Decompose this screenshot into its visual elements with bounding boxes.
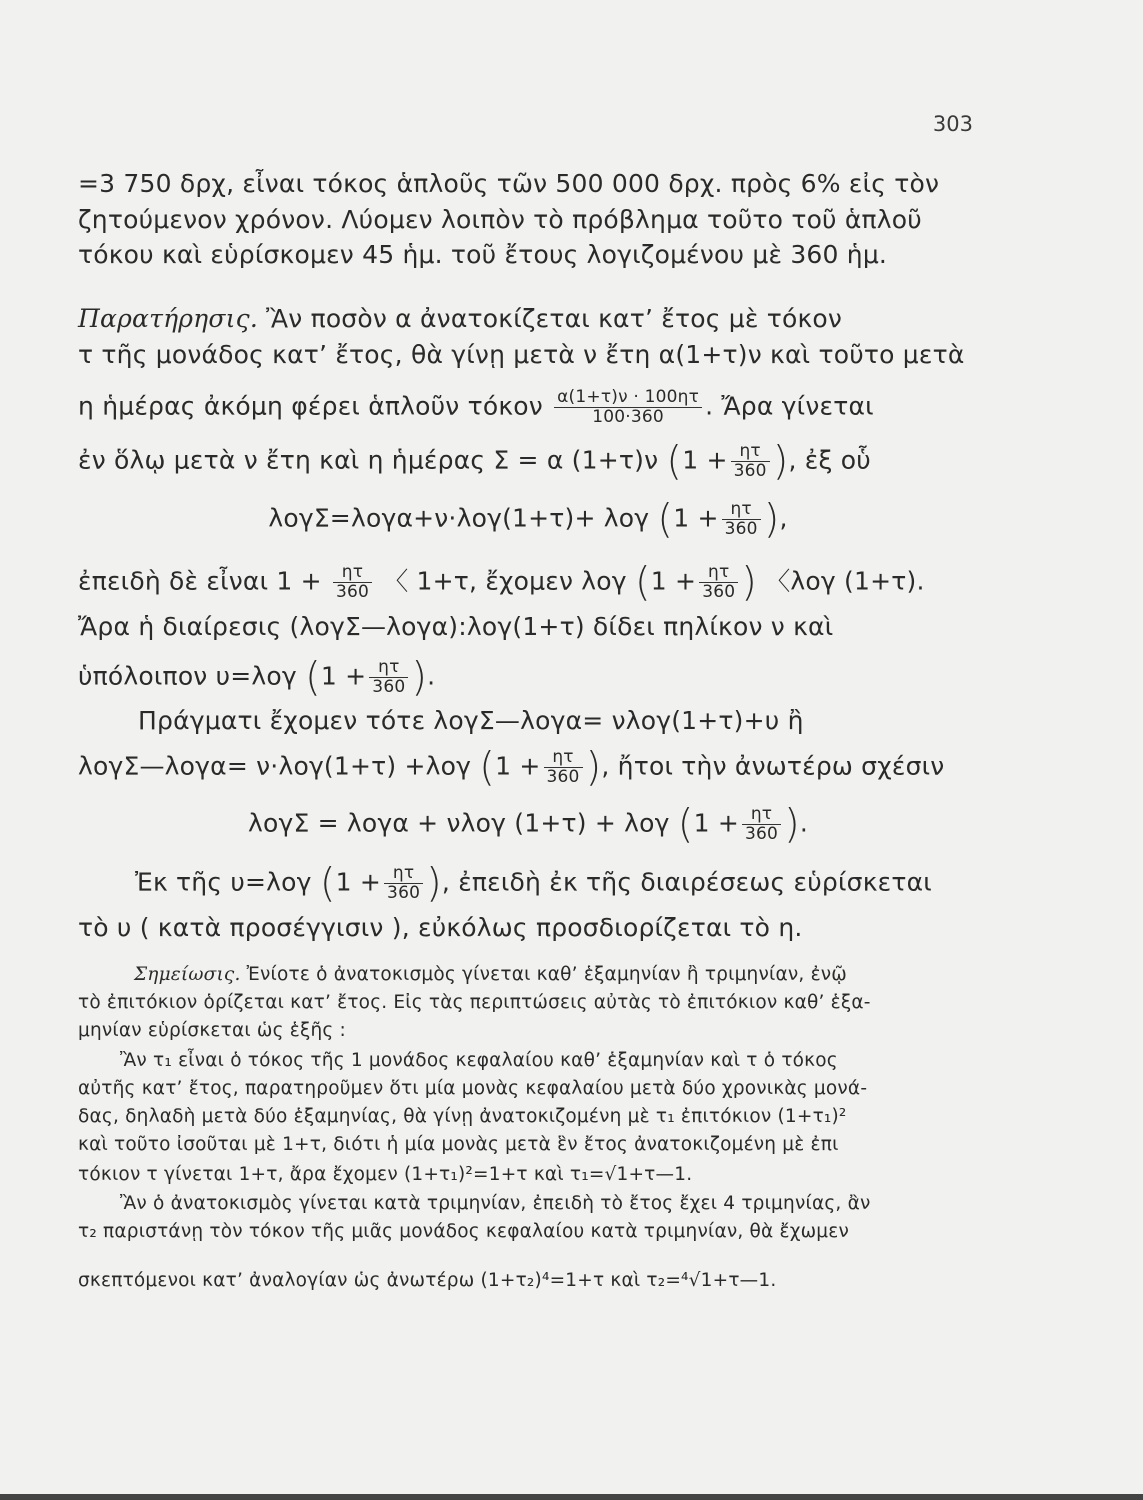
paren-open: (	[305, 654, 321, 701]
text-line-3: τόκου καὶ εὑρίσκομεν 45 ἡμ. τοῦ ἔτους λογιζομένου μὲ 360 ἡμ.	[78, 240, 888, 269]
line14-text: λογΣ = λογα + νλογ (1+τ) + λογ	[247, 808, 670, 838]
one-plus: 1 +	[320, 661, 367, 691]
paren-close: )	[772, 438, 789, 485]
text-line-13	[78, 744, 978, 791]
remark-text: Ἂν ποσὸν α ἀνατοκίζεται κατ’ ἔτος μὲ τόκον	[257, 304, 843, 333]
fraction-denominator: 100·360	[592, 407, 664, 427]
text-line-2: ζητούμενον χρόνον. Λύομεν λοιπὸν τὸ πρόβλημα τοῦτο τοῦ ἁπλοῦ	[78, 205, 922, 234]
line8-text: λογΣ=λογα+ν·λογ(1+τ)+ λογ	[268, 503, 650, 533]
text-line-1: =3 750 δρχ, εἶναι τόκος ἁπλοῦς τῶν 500 000 δρχ. πρὸς 6% εἰς τὸν	[78, 169, 940, 198]
note-line-8: τόκιον τ γίνεται 1+τ, ἄρα ἔχομεν (1+τ₁)²=1+τ καὶ τ₁=√1+τ—1.	[78, 1164, 693, 1185]
fraction-denominator: 360	[724, 519, 758, 539]
eta-tau-fraction	[742, 805, 781, 844]
line13-text: λογΣ—λογα= ν·λογ(1+τ) +λογ	[78, 751, 472, 781]
remark-heading: Παρατήρησις.	[78, 304, 258, 333]
fraction-denominator: 360	[702, 582, 736, 602]
paren-open: (	[319, 860, 336, 907]
line7-text: ἐν ὅλῳ μετὰ ν ἔτη καὶ η ἡμέρας Σ = α (1+τ)ν	[78, 445, 659, 475]
line11-text: ὑπόλοιπον υ=λογ	[78, 661, 297, 691]
paren-close: )	[763, 496, 780, 543]
one-plus: 1 +	[495, 751, 541, 781]
fraction-numerator: ητ	[384, 864, 423, 884]
fraction-numerator: ητ	[699, 563, 738, 583]
fraction-numerator: ητ	[333, 563, 372, 583]
line6-end: . Ἄρα γίνεται	[705, 391, 874, 421]
eta-tau-fraction	[369, 658, 408, 697]
fraction-numerator: ητ	[722, 500, 761, 520]
fraction-numerator: α(1+τ)ν · 100ητ	[554, 388, 702, 408]
fraction-numerator: ητ	[369, 658, 408, 678]
note-line-5: αὐτῆς κατ’ ἔτος, παρατηροῦμεν ὅτι μία μονὰς κεφαλαίου μετὰ δύο χρονικὰς μονά-	[78, 1078, 868, 1099]
eta-tau-fraction	[333, 563, 372, 602]
one-plus: 1 +	[673, 503, 719, 533]
text-line-11: ὑπόλοιπον υ=λογ (1 + $\frac{\eta\tau}{360}$ ).	[78, 654, 436, 701]
line15-end: , ἐπειδὴ ἐκ τῆς διαιρέσεως εὑρίσκεται	[441, 867, 932, 897]
eta-tau-fraction	[722, 500, 761, 539]
fraction-denominator: 360	[372, 677, 406, 697]
eta-tau-fraction	[544, 748, 583, 787]
text-line-5: τ τῆς μονάδος κατ’ ἔτος, θὰ γίνῃ μετὰ ν ἔτη α(1+τ)ν καὶ τοῦτο μετὰ	[78, 340, 965, 369]
interest-fraction	[554, 388, 702, 427]
paren-close: )	[585, 744, 602, 791]
fraction-numerator: ητ	[544, 748, 583, 768]
note-line-9: Ἂν ὁ ἀνατοκισμὸς γίνεται κατὰ τριμηνίαν, ἐπειδὴ τὸ ἔτος ἔχει 4 τριμηνίας, ἂν	[120, 1193, 871, 1214]
paren-open: (	[657, 496, 674, 543]
note-heading: Σημείωσις.	[134, 964, 241, 985]
fraction-denominator: 360	[335, 582, 370, 602]
note-text: Ἐνίοτε ὁ ἀνατοκισμὸς γίνεται καθ’ ἑξαμηνίαν ἢ τριμηνίαν, ἐνῷ	[240, 964, 847, 985]
line6-text: η ἡμέρας ἀκόμη φέρει ἁπλοῦν τόκον	[78, 391, 543, 421]
line7-end: , ἐξ οὗ	[788, 445, 871, 475]
text-line-7	[78, 438, 978, 485]
line13-end: , ἤτοι τὴν ἀνωτέρω σχέσιν	[601, 751, 945, 781]
text-line-16: τὸ υ ( κατὰ προσέγγισιν ), εὐκόλως προσδιορίζεται τὸ η.	[78, 913, 803, 942]
paren-open: (	[677, 801, 694, 848]
formula-line-14: λογΣ = λογα + νλογ (1+τ) + λογ (1 + $\frac{\eta\tau}{360}$ ).	[247, 801, 809, 848]
paren-open: (	[634, 559, 651, 606]
note-line-10: τ₂ παριστάνῃ τὸν τόκον τῆς μιᾶς μονάδος κεφαλαίου κατὰ τριμηνίαν, θὰ ἔχωμεν	[78, 1221, 850, 1242]
note-line-11: σκεπτόμενοι κατ’ ἀναλογίαν ὡς ἀνωτέρω (1+τ₂)⁴=1+τ καὶ τ₂=⁴√1+τ—1.	[78, 1270, 777, 1291]
text-line-12: Πράγματι ἔχομεν τότε λογΣ—λογα= νλογ(1+τ)+υ ἢ	[138, 706, 804, 735]
paren-close: )	[741, 559, 758, 606]
note-line-2: τὸ ἐπιτόκιον ὁρίζεται κατ’ ἔτος. Εἰς τὰς περιπτώσεις αὐτὰς τὸ ἐπιτόκιον καθ’ ἑξα-	[78, 992, 871, 1013]
bottom-edge	[0, 1494, 1143, 1500]
paren-open: (	[666, 438, 683, 485]
text-line-6	[78, 388, 978, 427]
note-line-6: δας, δηλαδὴ μετὰ δύο ἑξαμηνίας, θὰ γίνῃ ἀνατοκιζομένη μὲ τ₁ ἐπιτόκιον (1+τ₁)²	[78, 1106, 847, 1127]
text-line-15	[135, 860, 1035, 907]
one-plus: 1 +	[650, 566, 697, 596]
note-line-3: μηνίαν εὑρίσκεται ὡς ἑξῆς :	[78, 1020, 346, 1041]
note-line-7: καὶ τοῦτο ἰσοῦται μὲ 1+τ, διότι ἡ μία μονὰς μετὰ ἓν ἔτος ἀνατοκιζομένη μὲ ἐπι	[78, 1134, 839, 1155]
one-plus: 1 +	[693, 808, 739, 838]
formula-line-8: λογΣ=λογα+ν·λογ(1+τ)+ λογ (1 + $\frac{\eta\tau}{360}$ ),	[268, 496, 788, 543]
fraction-denominator: 360	[387, 883, 421, 903]
fraction-numerator: ητ	[742, 805, 781, 825]
line9-text: ἐπειδὴ δὲ εἶναι 1 +	[78, 566, 322, 596]
fraction-denominator: 360	[546, 767, 580, 787]
line9-end: 〈λογ (1+τ).	[765, 566, 925, 596]
eta-tau-fraction	[731, 442, 770, 481]
text-line-4	[78, 303, 978, 335]
fraction-numerator: ητ	[731, 442, 770, 462]
paren-open: (	[479, 744, 496, 791]
text-line-9	[78, 559, 978, 606]
fraction-denominator: 360	[733, 461, 767, 481]
fraction-denominator: 360	[745, 824, 779, 844]
text-line-10: Ἄρα ἡ διαίρεσις (λογΣ—λογα):λογ(1+τ) δίδει πηλίκον ν καὶ	[78, 612, 834, 641]
one-plus: 1 +	[682, 445, 728, 475]
note-line-1	[134, 962, 1034, 988]
note-line-4: Ἂν τ₁ εἶναι ὁ τόκος τῆς 1 μονάδος κεφαλαίου καθ’ ἑξαμηνίαν καὶ τ ὁ τόκος	[120, 1050, 838, 1071]
paren-close: )	[426, 860, 442, 907]
eta-tau-fraction	[384, 864, 423, 903]
one-plus: 1 +	[335, 867, 382, 897]
eta-tau-fraction	[699, 563, 738, 602]
line9-mid: 〈 1+τ, ἔχομεν λογ	[383, 566, 627, 596]
page-number: 303	[932, 112, 973, 136]
paren-close: )	[411, 654, 428, 701]
paren-close: )	[784, 801, 800, 848]
line15-text: Ἐκ τῆς υ=λογ	[135, 867, 312, 897]
